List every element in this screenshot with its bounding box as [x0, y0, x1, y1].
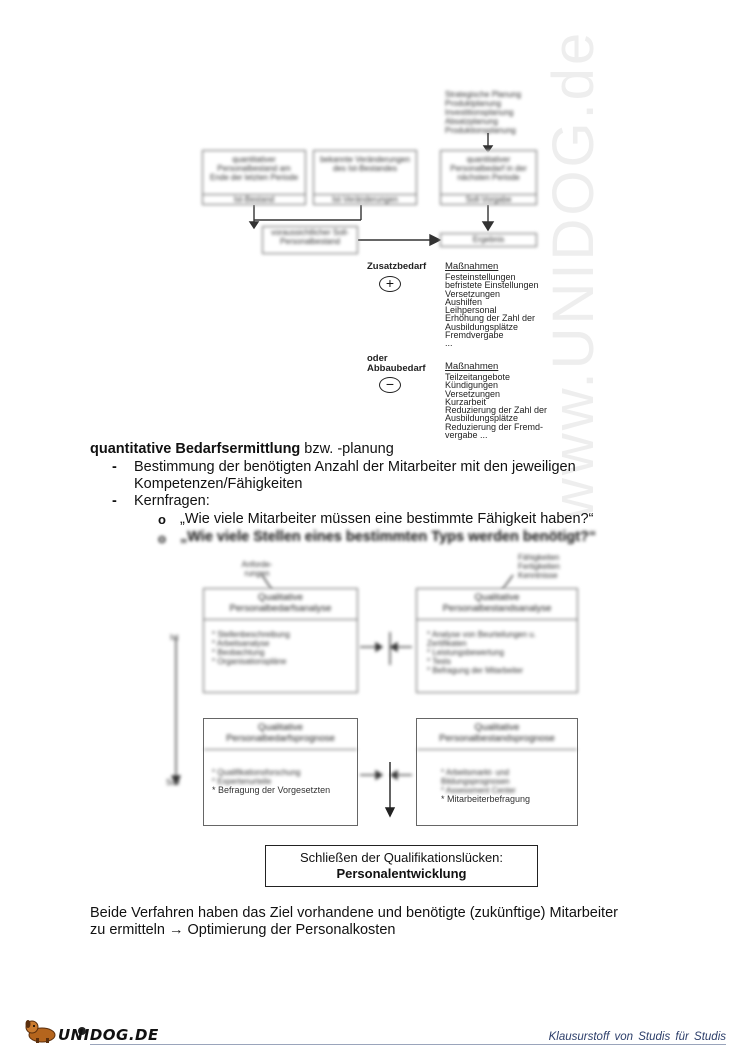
measures-heading-zusatz: Maßnahmen: [445, 261, 499, 272]
abbaubedarf-label: Abbaubedarf: [367, 363, 426, 374]
result-box: Schließen der Qualifikationslücken: Personalentwicklung: [265, 845, 538, 887]
footer-divider: [90, 1044, 726, 1045]
minus-circle-icon: −: [379, 377, 401, 393]
zusatzbedarf-label: Zusatzbedarf: [367, 261, 427, 272]
conclusion: Beide Verfahren haben das Ziel vorhandene und benötigte (zukünftige) Mitarbeiter zu ermitteln → Optimierung der Personalkosten: [90, 905, 618, 938]
measures-list-zusatz: Festeinstellungen befristete Einstellungen Versetzungen Aushilfen Leihpersonal Erhöhung der Zahl der Ausbildungsplätze Fremdvergabe ...: [445, 272, 539, 349]
measures-list-abbau: Teilzeitangebote Kündigungen Versetzungen Kurzarbeit Reduzierung der Zahl der Ausbildungsplätze Reduzierung der Fremd- vergabe ...: [445, 372, 548, 441]
box-personalbedarfsprognose: Qualitative Personalbedarfsprognose * Qualifikationsforschung * Expertenurteile * Befragung der Vorgesetzten: [203, 718, 358, 826]
box-ist-veraenderungen: bekannte Veränderungen des Ist-Bestandes Ist-Veränderungen: [313, 150, 417, 205]
bullet-dash-1: -: [112, 459, 117, 475]
sub-bullet-2: o: [158, 531, 166, 546]
question-2: „Wie viele Stellen eines bestimmten Typs werden benötigt?“: [180, 529, 597, 545]
bullet-2-text: Kernfragen:: [134, 493, 210, 509]
box-ist-bestand: quantitativer Personalbestand am Ende der letzten Periode Ist-Bestand: [202, 150, 306, 205]
label-soll: Soll: [166, 778, 180, 787]
box-soll-personalbestand: voraussichtlicher Soll-Personalbestand: [262, 226, 358, 254]
footer-tagline: Klausurstoff von Studis für Studis: [548, 1031, 726, 1043]
label-ist: Ist: [170, 633, 179, 642]
top-list: Strategische Planung Produktplanung Investitionsplanung Absatzplanung Produktionsplanung: [445, 90, 522, 135]
question-1: „Wie viele Mitarbeiter müssen eine bestimmte Fähigkeit haben?“: [180, 511, 594, 527]
bullet-1-text: Bestimmung der benötigten Anzahl der Mitarbeiter mit den jeweiligen Kompetenzen/Fähigkeiten: [134, 459, 576, 492]
oder-label: oder: [367, 353, 388, 364]
plus-circle-icon: +: [379, 276, 401, 292]
box-personalbedarfsanalyse: Qualitative Personalbedarfsanalyse * Stellenbeschreibung * Arbeitsanalyse * Beobachtung * Organisationspläne: [203, 588, 358, 693]
watermark: www.UNIDOG.de: [541, 29, 606, 520]
label-faehigkeiten: Fähigkeiten Fertigkeiten Kenntnisse: [518, 553, 560, 580]
section-heading: quantitative Bedarfsermittlung bzw. -planung: [90, 441, 394, 457]
box-personalbestandsanalyse: Qualitative Personalbestandsanalyse * Analyse von Beurteilungen u. Zertifikaten * Leistungsbewertung * Tests * Befragung der Mitarbeiter: [416, 588, 578, 693]
label-anforderungen: Anforde- rungen: [241, 560, 273, 578]
box-ergebnis: Ergebnis: [440, 233, 537, 247]
bullet-dash-2: -: [112, 493, 117, 509]
arrow-right-icon: →: [168, 922, 184, 938]
footer-logo-text: UNIDOG.DE: [58, 1026, 159, 1044]
measures-heading-abbau: Maßnahmen: [445, 361, 499, 372]
sub-bullet-1: o: [158, 512, 166, 527]
box-soll-vorgabe: quantitativer Personalbedarf in der nächsten Periode Soll-Vorgabe: [440, 150, 537, 205]
dog-logo-icon: [22, 1018, 62, 1044]
box-personalbestandsprognose: Qualitative Personalbestandsprognose * Arbeitsmarkt- und Bildungsprognosen * Assessment Center * Mitarbeiterbefragung: [416, 718, 578, 826]
